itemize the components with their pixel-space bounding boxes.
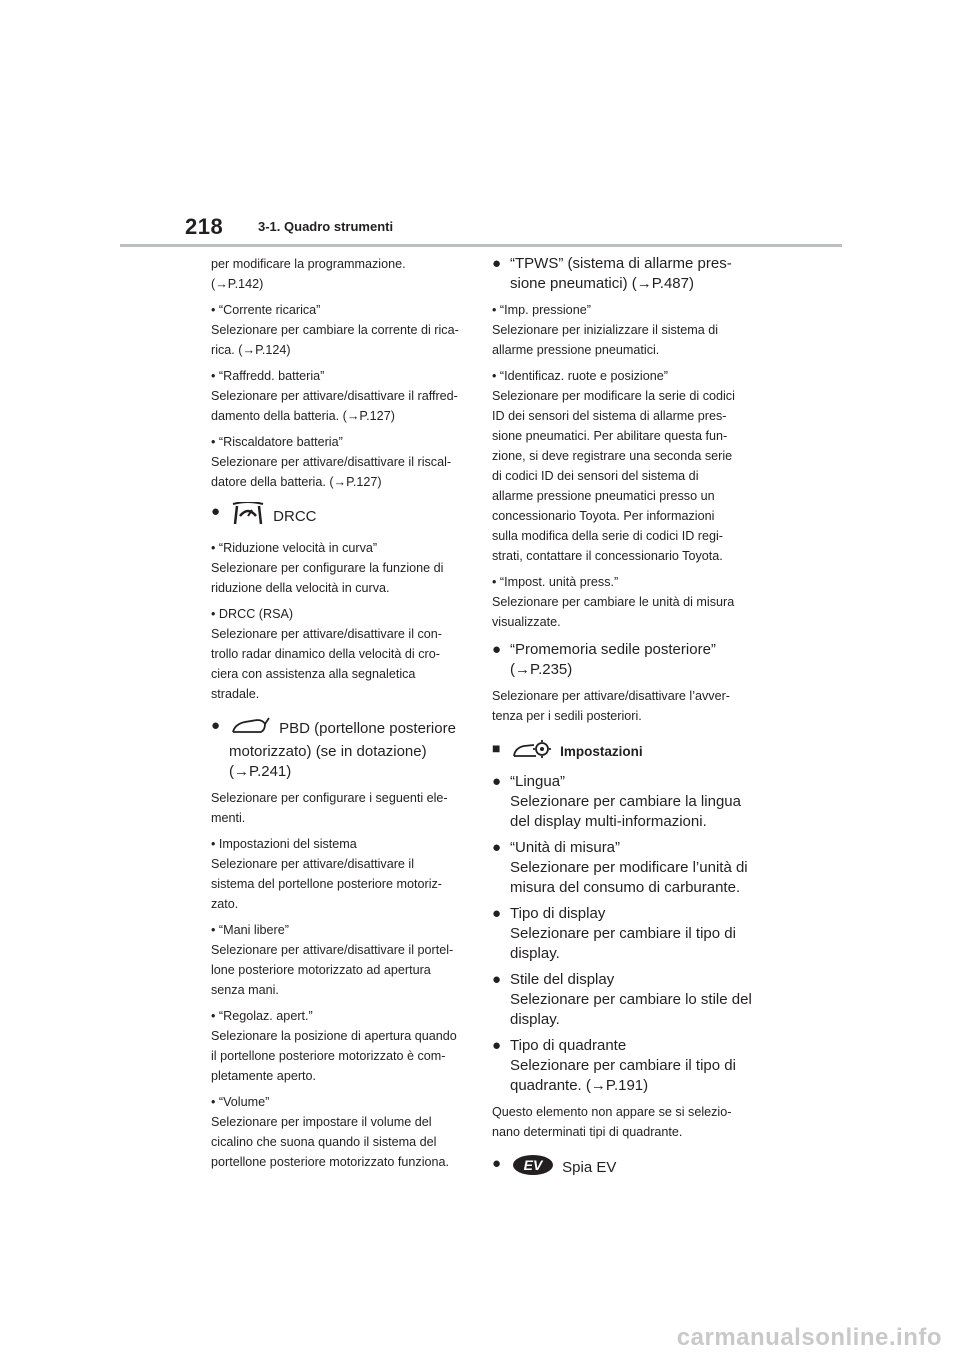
car-settings-icon	[512, 738, 552, 766]
list-item: • DRCC (RSA) Selezionare per attivare/disattivare il con- trollo radar dinamico della velocità di cro- ciera con assistenza alla segnaletica stradale.	[211, 607, 442, 701]
unita-item: ● “Unità di misura” Selezionare per modificare l’unità di misura del consumo di carburante.	[492, 839, 748, 896]
list-item: • “Regolaz. apert.” Selezionare la posizione di apertura quando il portellone posteriore motorizzato è com- pletamente aperto.	[211, 1009, 457, 1083]
list-item: • “Riscaldatore batteria” Selezionare per attivare/disattivare il riscal- datore della batteria. (→P.127)	[211, 435, 452, 489]
drcc-icon	[231, 502, 265, 532]
right-column	[492, 254, 752, 1188]
pbd-heading: ● PBD (portellone posteriore motorizzato) (se in dotazione) (→P.241)	[211, 717, 456, 780]
drcc-heading: ● DRCC	[211, 502, 473, 532]
ev-icon	[512, 1154, 554, 1182]
section-title: 3-1. Quadro strumenti	[258, 219, 394, 234]
spia-ev-item: ● EV Spia EV	[492, 1154, 752, 1182]
paragraph: per modificare la programmazione. (→P.142)	[211, 257, 406, 291]
promemoria-heading: ● “Promemoria sedile posteriore” (→P.235)	[492, 641, 716, 678]
paragraph: Selezionare per attivare/disattivare l’avver- tenza per i sedili posteriori.	[492, 689, 730, 723]
list-item: • “Identificaz. ruote e posizione” Selezionare per modificare la serie di codici ID dei sensori del sistema di allarme pres- sione pneumatici. Per abilitare questa fun- zione, si deve registrare una seconda serie di codici ID dei sensori del sistema di allarme pressione pneumatici presso un concessionario Toyota. Per informazioni sulla modifica della serie di codici ID regi- strati, contattare il concessionario Toyota.	[492, 369, 735, 563]
left-column	[211, 254, 473, 1178]
paragraph: Selezionare per configurare i seguenti ele- menti.	[211, 791, 448, 825]
list-item: • “Riduzione velocità in curva” Selezionare per configurare la funzione di riduzione della velocità in curva.	[211, 541, 444, 595]
watermark: carmanualsonline.info	[676, 1324, 942, 1351]
tipo-display-item: ● Tipo di display Selezionare per cambiare il tipo di display.	[492, 905, 736, 962]
quadrante-item: ● Tipo di quadrante Selezionare per cambiare il tipo di quadrante. (→P.191)	[492, 1037, 736, 1094]
tpws-heading: ● “TPWS” (sistema di allarme pres- sione pneumatici) (→P.487)	[492, 255, 732, 292]
car-tailgate-icon	[231, 716, 271, 742]
list-item: • Impostazioni del sistema Selezionare per attivare/disattivare il sistema del portellone posteriore motoriz- zato.	[211, 837, 442, 911]
list-item: • “Impost. unità press.” Selezionare per cambiare le unità di misura visualizzate.	[492, 575, 735, 629]
stile-display-item: ● Stile del display Selezionare per cambiare lo stile del display.	[492, 971, 752, 1028]
list-item: • “Corrente ricarica” Selezionare per cambiare la corrente di rica- rica. (→P.124)	[211, 303, 459, 357]
list-item: • “Volume” Selezionare per impostare il volume del cicalino che suona quando il sistema del portellone posteriore motorizzato funziona.	[211, 1095, 450, 1169]
list-item: • “Raffredd. batteria” Selezionare per attivare/disattivare il raffred- damento della batteria. (→P.127)	[211, 369, 458, 423]
header-rule	[120, 244, 842, 247]
list-item: • “Mani libere” Selezionare per attivare/disattivare il portel- lone posteriore motorizzato ad apertura senza mani.	[211, 923, 454, 997]
list-item: • “Imp. pressione” Selezionare per inizializzare il sistema di allarme pressione pneumatici.	[492, 303, 719, 357]
lingua-item: ● “Lingua” Selezionare per cambiare la lingua del display multi-informazioni.	[492, 773, 741, 830]
svg-text:EV: EV	[523, 1157, 543, 1173]
page-number: 218	[185, 214, 224, 239]
impostazioni-heading: ■ Impostazioni	[492, 738, 752, 766]
paragraph: Questo elemento non appare se si selezio- nano determinati tipi di quadrante.	[492, 1105, 732, 1139]
